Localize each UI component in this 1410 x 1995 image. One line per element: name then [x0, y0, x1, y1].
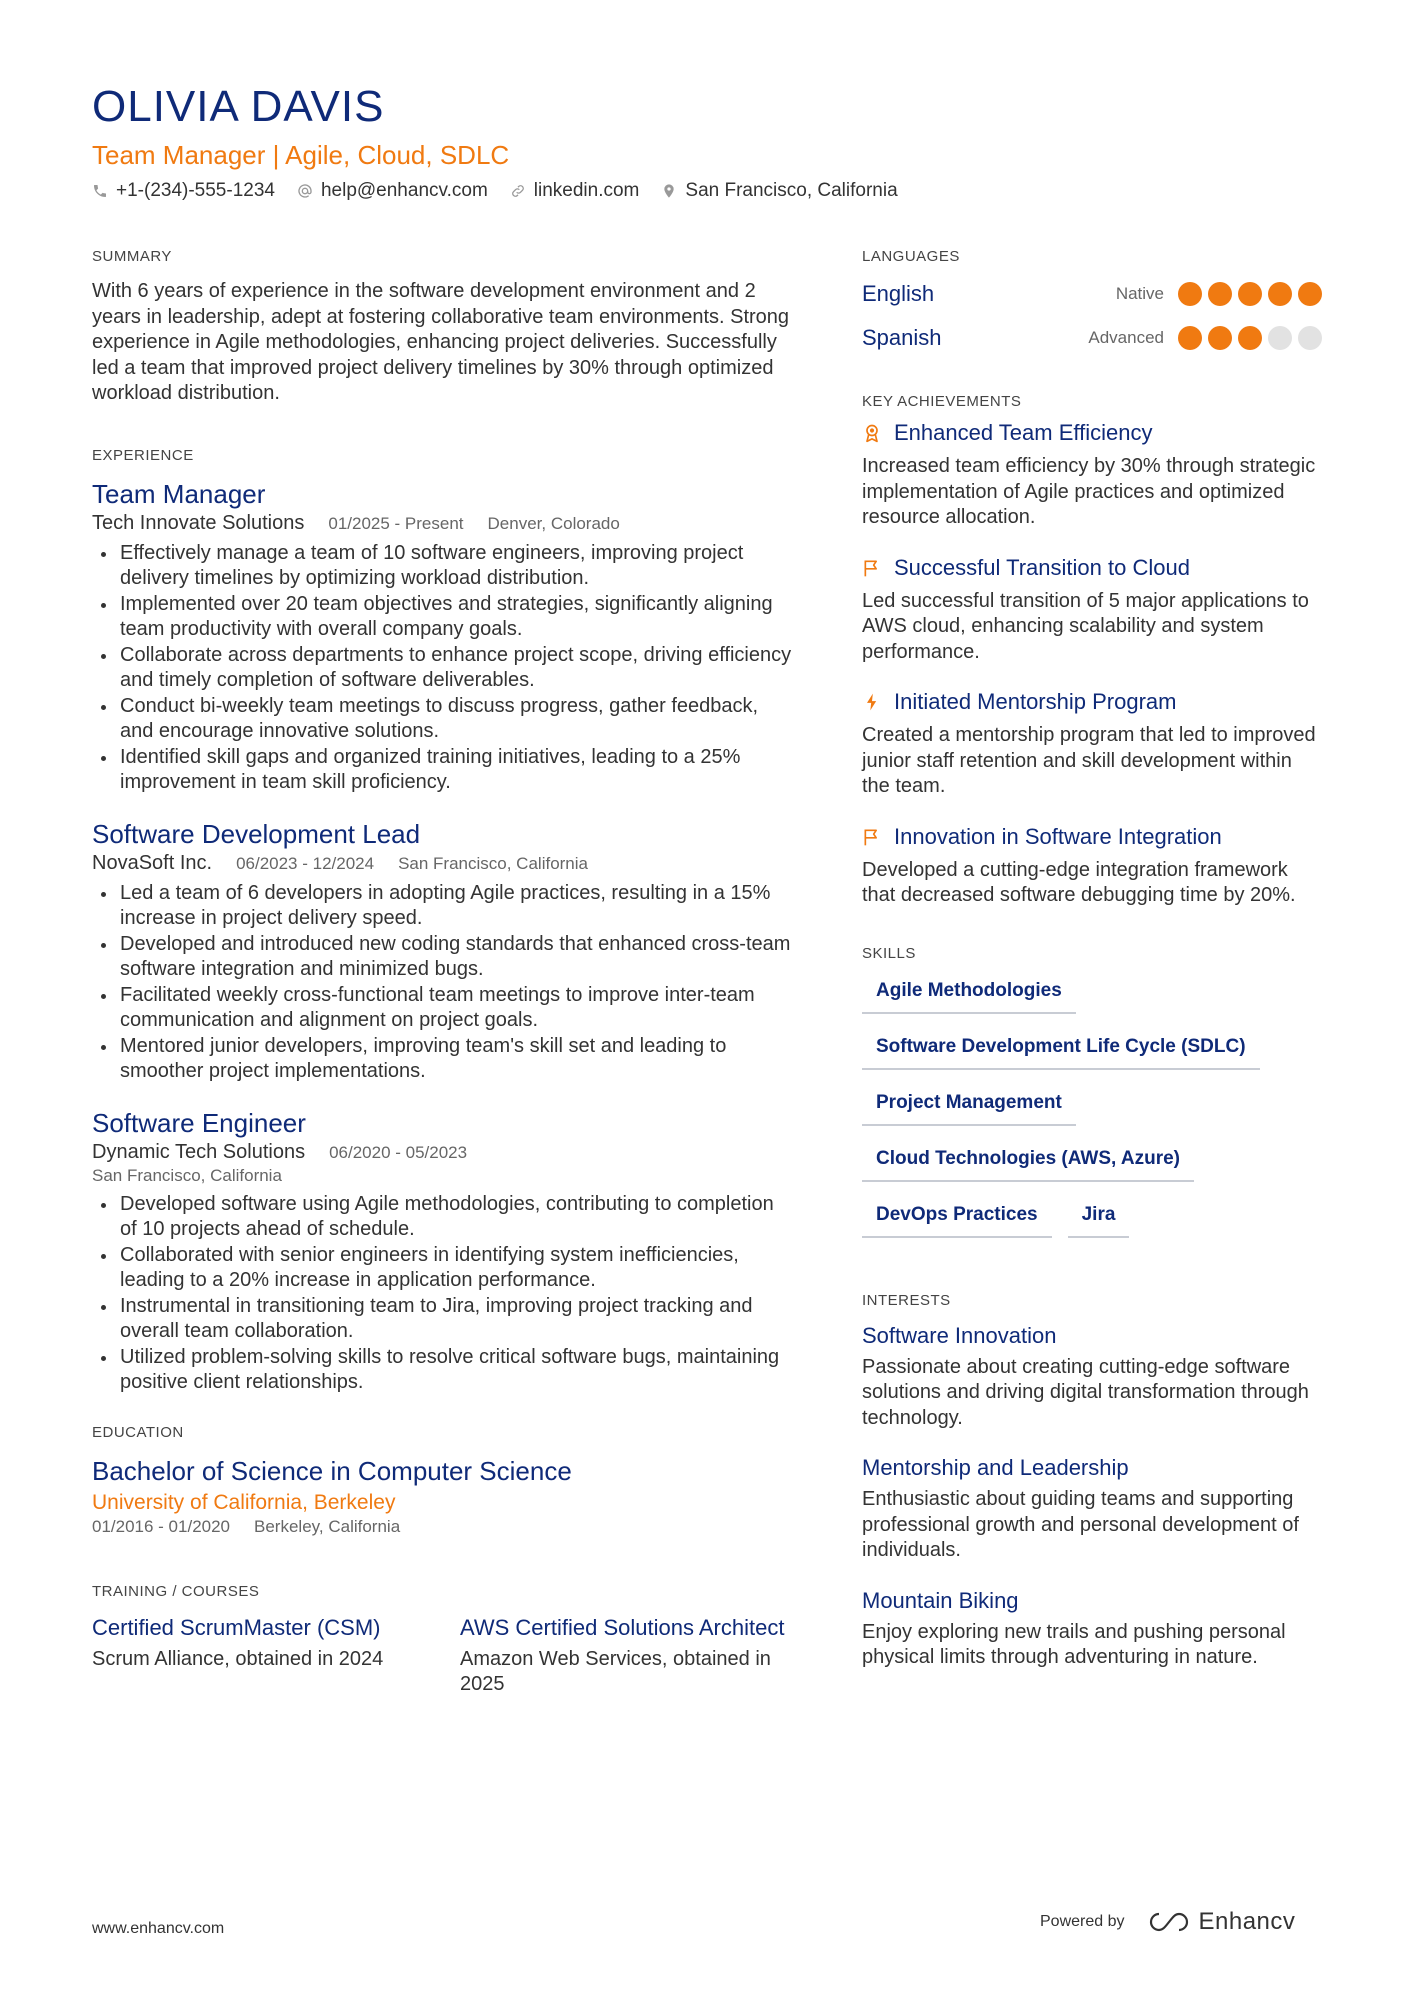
training-heading: TRAINING / COURSES — [92, 1582, 260, 1600]
achievement-desc: Led successful transition of 5 major applications to AWS cloud, enhancing scalability and system performance. — [862, 589, 1309, 663]
interest-item — [862, 1588, 1322, 1671]
language-name: Spanish — [862, 325, 942, 350]
left-column — [92, 248, 792, 1698]
interest-desc: Enjoy exploring new trails and pushing personal physical limits through adventuring in nature. — [862, 1620, 1286, 1668]
languages-heading: LANGUAGES — [862, 248, 960, 265]
job-bullet: Utilized problem-solving skills to resolve critical software bugs, maintaining positive client relationships. — [92, 1345, 792, 1396]
achievement-item — [862, 420, 1322, 531]
job-bullet: Identified skill gaps and organized training initiatives, leading to a 25% improvement in team skill proficiency. — [92, 745, 792, 796]
job-bullet: Developed and introduced new coding standards that enhanced cross-team software integration and minimized bugs. — [92, 932, 792, 983]
rating-dot-filled — [1268, 282, 1292, 306]
achievement-name: Initiated Mentorship Program — [894, 689, 1177, 714]
rating-dot-filled — [1298, 282, 1322, 306]
at-icon — [297, 183, 313, 199]
job-bullet: Instrumental in transitioning team to Jira, improving project tracking and overall team collaboration. — [92, 1294, 792, 1345]
achievement-desc: Increased team efficiency by 30% through strategic implementation of Agile practices and optimized resource allocation. — [862, 455, 1316, 528]
interest-item — [862, 1455, 1322, 1564]
job-bullet: Developed software using Agile methodologies, contributing to completion of 10 projects ahead of schedule. — [92, 1192, 792, 1243]
education-degree: Bachelor of Science in Computer Science — [92, 1455, 572, 1486]
job-date: 06/2020 - 05/2023 — [329, 1142, 468, 1162]
language-list — [862, 279, 1322, 353]
course-title: Certified ScrumMaster (CSM) — [92, 1614, 381, 1640]
job-company: Tech Innovate Solutions — [92, 511, 305, 534]
contact-linkedin-text: linkedin.com — [533, 180, 640, 201]
job-location: Denver, Colorado — [487, 513, 620, 533]
experience-heading: EXPERIENCE — [92, 446, 194, 464]
rating-dot-filled — [1238, 282, 1262, 306]
job-location: San Francisco, California — [92, 1165, 282, 1185]
job-entry — [92, 1107, 792, 1396]
course-desc: Scrum Alliance, obtained in 2024 — [92, 1647, 384, 1670]
achievement-item — [862, 689, 1322, 800]
location-icon — [661, 183, 677, 199]
education-meta — [92, 1517, 792, 1537]
course-desc: Amazon Web Services, obtained in 2025 — [460, 1647, 771, 1695]
contact-email[interactable] — [297, 180, 488, 202]
job-meta — [92, 852, 792, 875]
achievement-name: Successful Transition to Cloud — [894, 554, 1190, 580]
language-level: Advanced — [1088, 328, 1164, 347]
job-title: Software Development Lead — [92, 818, 421, 849]
education-school: University of California, Berkeley — [92, 1490, 396, 1514]
achievement-name: Innovation in Software Integration — [894, 823, 1222, 849]
job-entry — [92, 818, 792, 1085]
link-icon — [510, 183, 526, 199]
achievement-item — [862, 555, 1322, 666]
language-rating — [1178, 282, 1322, 306]
contact-location-text: San Francisco, California — [685, 180, 898, 201]
flag-icon — [862, 558, 882, 578]
job-bullet: Led a team of 6 developers in adopting Agile practices, resulting in a 15% increase in project delivery speed. — [92, 881, 792, 932]
job-bullets — [92, 1192, 792, 1396]
brand-name: Enhancv — [1198, 1908, 1296, 1935]
job-location: San Francisco, California — [398, 853, 588, 873]
job-bullet: Effectively manage a team of 10 software engineers, improving project delivery timelines by optimizing workload distribution. — [92, 541, 792, 592]
right-column — [862, 248, 1322, 1695]
achievement-name: Enhanced Team Efficiency — [894, 420, 1153, 445]
education-location: Berkeley, California — [254, 1516, 401, 1536]
phone-icon — [92, 183, 108, 199]
rating-dot-filled — [1208, 282, 1232, 306]
achievements-heading: KEY ACHIEVEMENTS — [862, 393, 1022, 410]
flag-icon — [862, 827, 882, 847]
language-name: English — [862, 281, 935, 306]
course-item — [460, 1614, 792, 1698]
job-entry — [92, 478, 792, 796]
job-meta — [92, 512, 792, 535]
achievement-desc: Developed a cutting-edge integration framework that decreased software debugging time by 20%. — [862, 858, 1296, 906]
course-item — [92, 1614, 424, 1698]
rating-dot-filled — [1208, 326, 1232, 350]
course-list — [92, 1614, 792, 1698]
rating-dot-filled — [1238, 326, 1262, 350]
job-company: Dynamic Tech Solutions — [92, 1140, 306, 1163]
candidate-headline: Team Manager | Agile, Cloud, SDLC — [92, 140, 510, 170]
job-title: Team Manager — [92, 478, 266, 509]
footer-website[interactable]: www.enhancv.com — [92, 1920, 225, 1937]
education-heading: EDUCATION — [92, 1423, 184, 1441]
achievement-desc: Created a mentorship program that led to improved junior staff retention and skill development within the team. — [862, 724, 1316, 797]
job-meta — [92, 1141, 792, 1164]
job-bullet: Conduct bi-weekly team meetings to discuss progress, gather feedback, and encourage innovative solutions. — [92, 694, 792, 745]
job-bullet: Mentored junior developers, improving team's skill set and leading to smoother project implementations. — [92, 1034, 792, 1085]
award-icon — [862, 423, 882, 443]
interest-desc: Passionate about creating cutting-edge software solutions and driving digital transformation through technology. — [862, 1355, 1309, 1429]
contact-linkedin[interactable] — [510, 180, 640, 202]
job-bullets — [92, 541, 792, 796]
education-date: 01/2016 - 01/2020 — [92, 1516, 231, 1536]
job-company: NovaSoft Inc. — [92, 851, 213, 874]
interests-heading: INTERESTS — [862, 1291, 951, 1309]
powered-by-label: Powered by — [1040, 1913, 1125, 1930]
skill-tag: Project Management — [862, 1084, 1076, 1126]
job-date: 01/2025 - Present — [328, 513, 464, 533]
summary-heading: SUMMARY — [92, 248, 172, 265]
candidate-name: OLIVIA DAVIS — [92, 82, 385, 131]
contact-phone-text: +1-(234)-555-1234 — [116, 180, 275, 201]
job-date: 06/2023 - 12/2024 — [236, 853, 375, 873]
interest-item — [862, 1323, 1322, 1432]
skill-tag: Cloud Technologies (AWS, Azure) — [862, 1140, 1194, 1182]
job-bullets — [92, 881, 792, 1085]
job-bullet: Collaborate across departments to enhance project scope, driving efficiency and timely completion of software deliverables. — [92, 643, 792, 694]
job-bullet: Collaborated with senior engineers in identifying system inefficiencies, leading to a 20% increase in application performance. — [92, 1243, 792, 1294]
rating-dot-filled — [1178, 326, 1202, 350]
summary-text: With 6 years of experience in the software development environment and 2 years in leadership, adept at fostering collaborative team environments. Strong experience in Agile methodologies, enhancing project deliveries. Successfully led a team that improved project delivery timelines by 30% through optimized workload distribution. — [92, 280, 790, 404]
contact-bar — [92, 180, 898, 202]
job-bullet: Facilitated weekly cross-functional team meetings to improve inter-team communication and alignment on project goals. — [92, 983, 792, 1034]
skills-heading: SKILLS — [862, 944, 916, 962]
skill-tag: Software Development Life Cycle (SDLC) — [862, 1028, 1260, 1070]
lightning-icon — [862, 692, 882, 712]
achievement-item — [862, 824, 1322, 909]
language-item — [862, 323, 1322, 353]
contact-phone[interactable] — [92, 180, 275, 202]
language-rating — [1178, 326, 1322, 350]
language-item — [862, 279, 1322, 309]
contact-email-text: help@enhancv.com — [320, 180, 488, 201]
skill-tag: DevOps Practices — [862, 1196, 1052, 1238]
contact-location — [661, 180, 897, 202]
job-title: Software Engineer — [92, 1107, 306, 1138]
course-title: AWS Certified Solutions Architect — [460, 1614, 785, 1640]
enhancv-logo-icon — [1149, 1911, 1189, 1933]
skill-list — [862, 972, 1322, 1252]
brand-logo[interactable] — [1149, 1908, 1296, 1936]
rating-dot-filled — [1178, 282, 1202, 306]
interest-name: Mountain Biking — [862, 1587, 1019, 1613]
footer-branding — [1040, 1908, 1295, 1936]
interest-name: Mentorship and Leadership — [862, 1455, 1129, 1480]
interest-desc: Enthusiastic about guiding teams and supporting professional growth and personal development of individuals. — [862, 1488, 1299, 1561]
job-bullet: Implemented over 20 team objectives and strategies, significantly aligning team productivity with overall company goals. — [92, 592, 792, 643]
skill-tag: Agile Methodologies — [862, 972, 1076, 1014]
skill-tag: Jira — [1068, 1196, 1130, 1238]
interest-name: Software Innovation — [862, 1322, 1057, 1348]
rating-dot-empty — [1268, 326, 1292, 350]
language-level: Native — [1115, 284, 1164, 303]
rating-dot-empty — [1298, 326, 1322, 350]
